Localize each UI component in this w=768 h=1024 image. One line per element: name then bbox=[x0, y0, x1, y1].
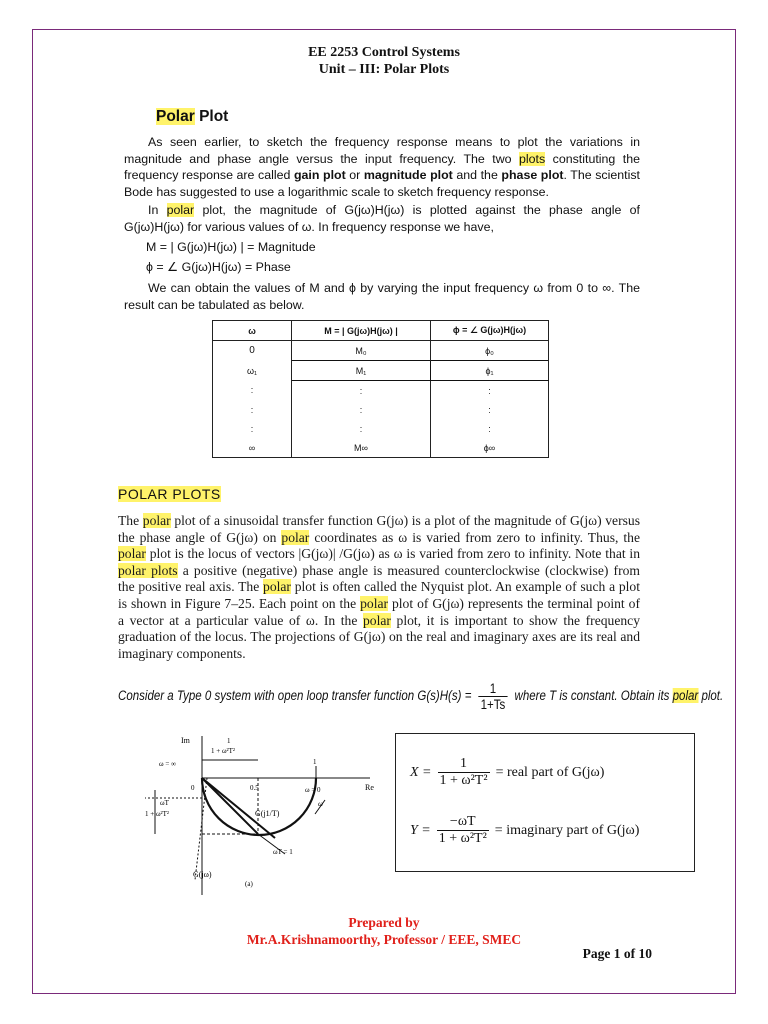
equation-phase: ϕ = ∠ G(jω)H(jω) = Phase bbox=[146, 260, 291, 274]
table-row bbox=[213, 361, 549, 381]
table-header: M = | G(jω)H(jω) | bbox=[292, 321, 431, 341]
figure-label-re: Re bbox=[365, 783, 374, 792]
paragraph-polar-plots: The polar plot of a sinusoidal transfer function G(jω) is a plot of the magnitude of G(jω) versus the phase angle of G(jω) on polar coordinates as ω is varied from zero to infinity. Thus, the polar plot is the locus of vectors |G(jω)| /G(jω) as ω is varied from zero to infinity. Note that in polar plots a positive (negative) phase angle is measured counterclockwise (clockwise) from the positive real axis. The polar plot is often called the Nyquist plot. An example of such a plot is shown in Figure 7–25. Each point on the polar plot of G(jω) represents the terminal point of a vector at a particular value of ω. In the polar plot, it is important to show the frequency graduation of the locus. The projections of G(jω) on the real and imaginary axes are its real and imaginary components. bbox=[118, 513, 641, 661]
table-row bbox=[213, 438, 549, 458]
table-row bbox=[213, 341, 549, 361]
figure-label-g1t: G(j1/T) bbox=[255, 809, 280, 818]
table-header: ϕ = ∠ G(jω)H(jω) bbox=[431, 321, 549, 341]
prepared-by: Prepared by bbox=[348, 915, 420, 930]
equation-x: X = $\frac{1}{\text{1 + ω²T²}}$ = real part of G(jω) bbox=[410, 756, 605, 788]
figure-label-gjw: G(jω) bbox=[193, 870, 212, 879]
table-cell: ω₁ bbox=[213, 361, 292, 381]
table-cell: : bbox=[292, 381, 431, 401]
table-cell-highlighted: M₁ bbox=[292, 361, 431, 381]
table-cell: : bbox=[213, 400, 292, 419]
table-cell: : bbox=[292, 419, 431, 438]
table-cell: M₀ bbox=[292, 341, 431, 361]
figure-label-half: 0.5 bbox=[250, 784, 259, 792]
table-cell: : bbox=[213, 419, 292, 438]
table-cell: : bbox=[292, 400, 431, 419]
table-row bbox=[213, 419, 549, 438]
figure-label-im: Im bbox=[181, 736, 190, 745]
figure-label-w-zero: ω = 0 bbox=[305, 786, 321, 794]
table-cell: ϕ₁ bbox=[431, 361, 549, 381]
table-cell: : bbox=[213, 381, 292, 401]
figure-label-top-num: 1 bbox=[227, 737, 231, 745]
table-header: ω bbox=[213, 321, 292, 341]
figure-label-w-inf: ω = ∞ bbox=[159, 760, 177, 768]
figure-label-zero: 0 bbox=[191, 784, 195, 792]
figure-label-left-num: ωT bbox=[160, 799, 169, 807]
paragraph-tabulation: We can obtain the values of M and ϕ by varying the input frequency ω from 0 to ∞. The result can be tabulated as below. bbox=[124, 281, 640, 312]
table-cell: M∞ bbox=[292, 438, 431, 458]
paragraph-polar-definition: In polar plot, the magnitude of G(jω)H(jω) is plotted against the phase angle of G(jω)H(jω) for various values of ω. In frequency response we have, bbox=[124, 203, 640, 234]
fraction-denominator: 1+Ts bbox=[480, 697, 506, 712]
problem-statement: Consider a Type 0 system with open loop transfer function G(s)H(s) = $\frac{1}{1+Ts}$ where T is constant. Obtain its polar plot. bbox=[118, 681, 724, 712]
table-cell: : bbox=[431, 400, 549, 419]
fraction-numerator: 1 bbox=[478, 681, 508, 697]
equations-box bbox=[395, 733, 695, 872]
figure-label-wt1: ωT = 1 bbox=[273, 848, 293, 856]
paragraph-intro: As seen earlier, to sketch the frequency response means to plot the variations in magnitude and phase angle versus the input frequency. The two plots constituting the frequency response are called gain plot or magnitude plot and the phase plot. The scientist Bode has suggested to use a logarithmic scale to sketch frequency response. bbox=[124, 135, 640, 199]
table-cell: : bbox=[431, 381, 549, 401]
table-cell: ∞ bbox=[213, 438, 292, 458]
figure-label-top-den: 1 + ω²T² bbox=[211, 747, 236, 755]
table-row bbox=[213, 381, 549, 401]
table-row bbox=[213, 400, 549, 419]
course-title: EE 2253 Control Systems bbox=[308, 45, 460, 60]
section-title-polar-plots: POLAR PLOTS bbox=[118, 486, 221, 502]
frequency-response-table bbox=[212, 320, 549, 458]
section-title-polar-plot: Polar Plot bbox=[156, 108, 229, 125]
table-cell: 0 bbox=[213, 341, 292, 361]
page-number: Page 1 of 10 bbox=[582, 946, 652, 961]
table-cell: ϕ₀ bbox=[431, 341, 549, 361]
figure-label-w: ω bbox=[318, 800, 323, 808]
equation-y: Y = $\frac{-\omega T}{\text{1 + ω²T²}}$ = imaginary part of G(jω) bbox=[410, 814, 640, 846]
figure-caption: (a) bbox=[245, 880, 253, 888]
equation-magnitude: M = | G(jω)H(jω) | = Magnitude bbox=[146, 240, 316, 254]
author-line: Mr.A.Krishnamoorthy, Professor / EEE, SMEC bbox=[246, 932, 522, 947]
figure-label-one: 1 bbox=[313, 758, 317, 766]
table-cell: : bbox=[431, 419, 549, 438]
table-header-row bbox=[213, 321, 549, 341]
table-cell: ϕ∞ bbox=[431, 438, 549, 458]
unit-title: Unit – III: Polar Plots bbox=[318, 62, 450, 77]
figure-label-left-den: 1 + ω²T² bbox=[145, 810, 170, 818]
polar-plot-figure bbox=[145, 730, 385, 900]
